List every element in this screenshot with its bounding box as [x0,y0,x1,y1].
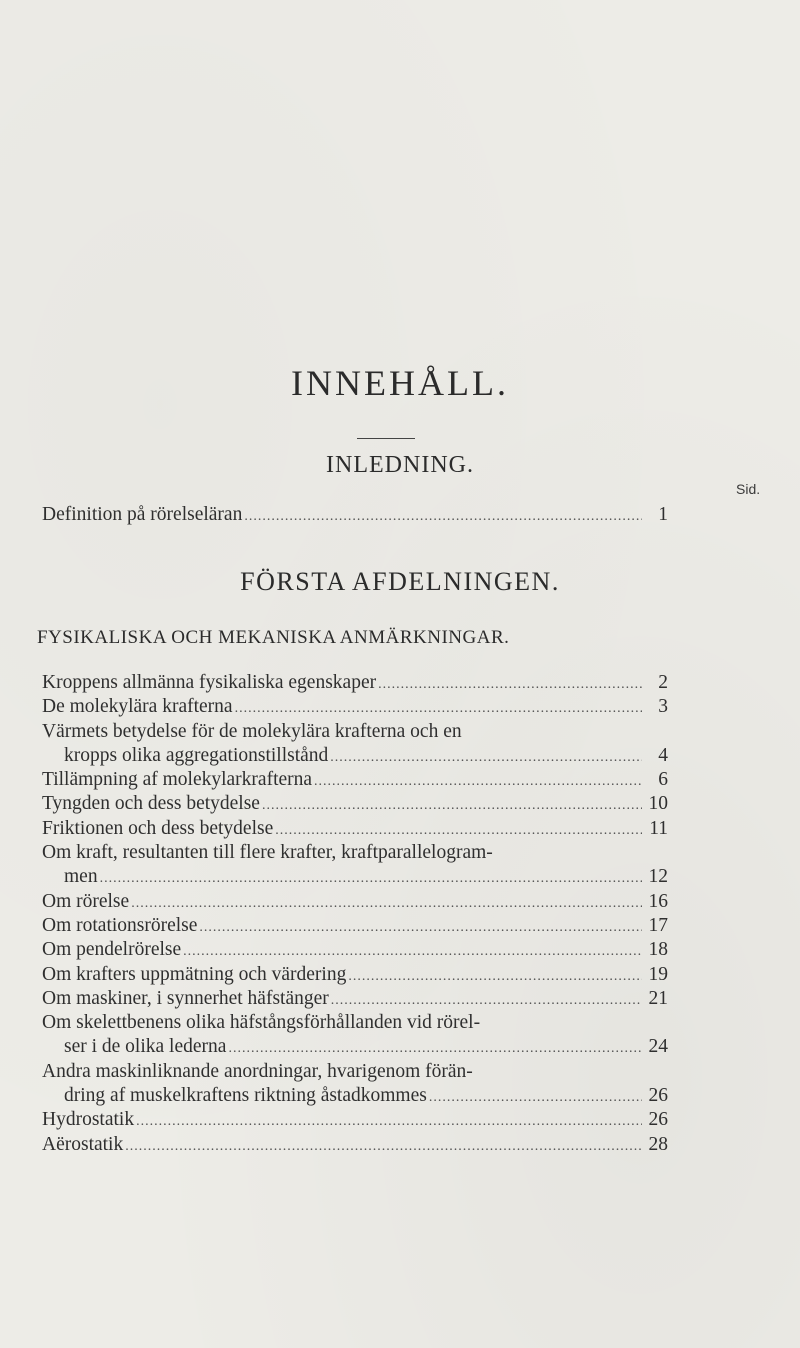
toc-entry [42,695,668,719]
toc-entry [42,938,668,962]
toc-page-number: 6 [658,769,668,791]
toc-entry-line [42,1133,668,1157]
toc-entry-text: Om maskiner, i synnerhet häfstänger [42,987,329,1009]
toc-entry-line [42,841,668,865]
toc-entry-line [42,1060,668,1084]
toc-entry-line [42,1108,668,1132]
toc-entry-text: men [64,866,98,888]
dot-leader [228,1037,642,1061]
dot-leader [244,505,642,529]
toc-entry-text: kropps olika aggregationstillstånd [64,744,329,766]
toc-entry [42,841,668,890]
toc-entry-text: Friktionen och dess betydelse [42,817,274,839]
toc-entry-line [42,1035,668,1059]
page-column-label: Sid. [736,481,761,497]
dot-leader [262,794,642,818]
toc-entry [42,1060,668,1109]
toc-page-number: 26 [648,1109,668,1131]
toc-entry-line [42,792,668,816]
toc-entry [42,817,668,841]
dot-leader [235,697,642,721]
toc-page-number: 12 [648,866,668,888]
toc-entry [42,792,668,816]
toc-page-number: 18 [648,939,668,961]
dot-leader [348,965,642,989]
toc-entry-text: De molekylära krafterna [42,696,233,718]
dot-leader [378,673,642,697]
toc-entry-line [42,914,668,938]
dot-leader [199,916,642,940]
toc-page-number: 4 [658,744,668,766]
toc-entry-text: Om skelettbenens olika häfstångsförhållanden vid rörel- [42,1012,481,1034]
page-title: INNEHÅLL. [291,363,509,403]
toc-entry [42,671,668,695]
part1-heading: FÖRSTA AFDELNINGEN. [240,567,560,596]
part1-subheading: FYSIKALISKA OCH MEKANISKA ANMÄRKNINGAR. [37,627,510,648]
toc-entry-line [42,865,668,889]
toc-entry-text: Aërostatik [42,1133,124,1155]
toc-entry [42,914,668,938]
toc-entry-text: Tyngden och dess betydelse [42,793,260,815]
dot-leader [331,989,642,1013]
dot-leader [183,940,642,964]
toc-entry [42,503,668,527]
toc-entry-text: Hydrostatik [42,1109,135,1131]
dot-leader [330,746,642,770]
toc-entry-text: dring af muskelkraftens riktning åstadkommes [64,1085,427,1107]
toc-entry [42,890,668,914]
toc-entry [42,987,668,1011]
toc-entry-text: Andra maskinliknande anordningar, hvarigenom förän- [42,1060,473,1082]
toc-entry-text: Om kraft, resultanten till flere krafter, kraftparallelogram- [42,842,493,864]
dot-leader [125,1135,642,1159]
toc-entry [42,768,668,792]
toc-page-number: 28 [648,1133,668,1155]
dot-leader [131,892,642,916]
toc-entry-text: Tillämpning af molekylarkrafterna [42,769,313,791]
dot-leader [314,770,642,794]
toc-entry [42,1133,668,1157]
toc-entry-line [42,938,668,962]
toc-entry-line [42,744,668,768]
toc-entry-text: Kroppens allmänna fysikaliska egenskaper [42,672,377,693]
toc-page-number: 26 [648,1085,668,1107]
toc-entry [42,1011,668,1060]
toc-page-number: 17 [648,914,668,936]
toc-entry-text: Om krafters uppmätning och värdering [42,963,347,985]
toc-page-number: 11 [649,817,668,839]
toc-entry [42,963,668,987]
toc-entry-line [42,1011,668,1035]
toc-entry-line [42,963,668,987]
toc-entry-line [42,503,668,527]
toc-page-number: 21 [648,987,668,1009]
toc-entry [42,720,668,769]
toc-page-number: 16 [648,890,668,912]
toc-page-number: 1 [658,504,668,525]
toc-entry [42,1108,668,1132]
toc-page-number: 24 [648,1036,668,1058]
toc-entry-text: Om pendelrörelse [42,939,182,961]
toc-entry-text: Definition på rörelseläran [42,504,243,525]
dot-leader [275,819,642,843]
toc-page-number: 2 [658,672,668,693]
dot-leader [429,1086,642,1110]
toc-entry-line [42,695,668,719]
toc-entry-text: Värmets betydelse för de molekylära krafterna och en [42,720,462,742]
toc-entry-line [42,817,668,841]
intro-toc-list [42,503,668,527]
title-divider [357,438,415,439]
toc-page-number: 10 [648,793,668,815]
intro-heading: INLEDNING. [326,452,474,478]
toc-entry-line [42,768,668,792]
toc-entry-text: Om rotationsrörelse [42,914,198,936]
toc-entry-text: Om rörelse [42,890,130,912]
toc-entry-line [42,987,668,1011]
toc-page-number: 3 [658,696,668,718]
toc-entry-line [42,1084,668,1108]
dot-leader [136,1110,642,1134]
toc-entry-line [42,720,668,744]
toc-entry-line [42,671,668,695]
part1-toc-list [42,671,668,1157]
toc-page-number: 19 [648,963,668,985]
toc-entry-line [42,890,668,914]
dot-leader [100,867,642,891]
toc-entry-text: ser i de olika lederna [64,1036,227,1058]
